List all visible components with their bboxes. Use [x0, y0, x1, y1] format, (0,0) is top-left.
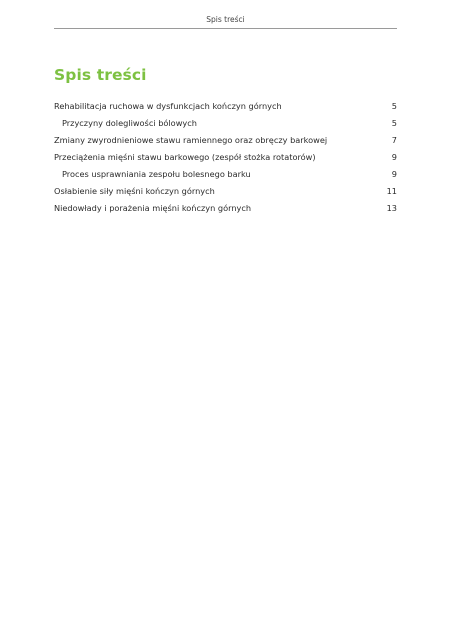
toc-entry-title: Osłabienie siły mięśni kończyn górnych	[54, 186, 215, 196]
toc-entry-page: 7	[391, 135, 397, 145]
toc-entry-title: Rehabilitacja ruchowa w dysfunkcjach kończyn górnych	[54, 101, 282, 111]
toc-entry-page: 9	[391, 152, 397, 162]
toc-entry-title: Przyczyny dolegliwości bólowych	[62, 118, 197, 128]
toc-entry-page: 11	[386, 186, 397, 196]
toc-entry[interactable]	[54, 200, 397, 217]
toc-title: Spis treści	[54, 66, 147, 84]
toc-entry-title: Niedowłady i porażenia mięśni kończyn górnych	[54, 203, 252, 213]
running-header: Spis treści	[54, 15, 397, 29]
toc-entry-title: Proces usprawniania zespołu bolesnego barku	[62, 169, 251, 179]
toc-entry[interactable]	[54, 132, 397, 149]
toc-entry[interactable]	[54, 149, 397, 166]
toc-entry[interactable]	[54, 183, 397, 200]
toc-entry-page: 5	[391, 118, 397, 128]
toc-list	[54, 98, 397, 217]
toc-entry[interactable]	[54, 115, 397, 132]
toc-entry[interactable]	[54, 98, 397, 115]
toc-entry-page: 5	[391, 101, 397, 111]
toc-entry-title: Przeciążenia mięśni stawu barkowego (zespół stożka rotatorów)	[54, 152, 316, 162]
toc-entry-page: 9	[391, 169, 397, 179]
toc-entry[interactable]	[54, 166, 397, 183]
toc-entry-title: Zmiany zwyrodnieniowe stawu ramiennego oraz obręczy barkowej	[54, 135, 328, 145]
toc-entry-page: 13	[386, 203, 397, 213]
